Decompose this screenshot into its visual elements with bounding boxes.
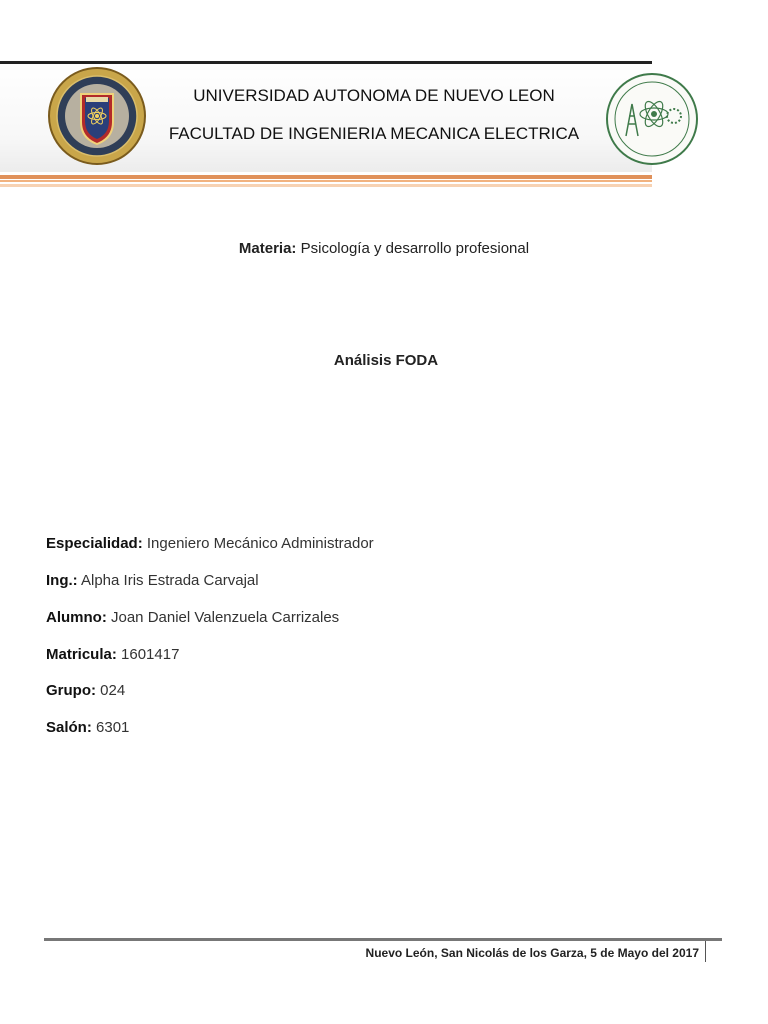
field-label: Grupo: — [46, 682, 96, 699]
header-orange-rule-3 — [0, 184, 652, 187]
field-label: Especialidad: — [46, 535, 143, 552]
field-grupo — [46, 682, 125, 699]
field-label: Alumno: — [46, 609, 107, 626]
field-label: Salón: — [46, 719, 92, 736]
field-value: Joan Daniel Valenzuela Carrizales — [111, 609, 340, 626]
faculty-name: FACULTAD DE INGENIERIA MECANICA ELECTRICA — [168, 124, 580, 143]
subject-label: Materia: — [238, 240, 297, 257]
header-orange-rule-2 — [0, 180, 652, 182]
field-value: 6301 — [96, 719, 130, 736]
footer-location-date: Nuevo León, San Nicolás de los Garza, 5 de Mayo del 2017 — [365, 946, 699, 960]
field-value: 024 — [100, 682, 126, 699]
document-title: Análisis FODA — [333, 352, 439, 369]
footer-rule — [44, 938, 722, 941]
field-value: Ingeniero Mecánico Administrador — [146, 535, 374, 552]
footer-divider — [705, 941, 706, 962]
field-value: 1601417 — [121, 646, 180, 663]
field-salon — [46, 719, 129, 736]
field-label: Ing.: — [46, 572, 78, 589]
field-especialidad — [46, 535, 374, 552]
uanl-seal-icon — [47, 66, 147, 166]
subject-line — [0, 240, 768, 257]
field-ing — [46, 572, 259, 589]
university-name: UNIVERSIDAD AUTONOMA DE NUEVO LEON — [193, 86, 555, 105]
field-value: Alpha Iris Estrada Carvajal — [81, 572, 259, 589]
field-label: Matricula: — [46, 646, 117, 663]
header-orange-rule — [0, 175, 652, 179]
subject-value: Psicología y desarrollo profesional — [300, 240, 530, 257]
field-alumno — [46, 609, 339, 626]
field-matricula — [46, 646, 179, 663]
